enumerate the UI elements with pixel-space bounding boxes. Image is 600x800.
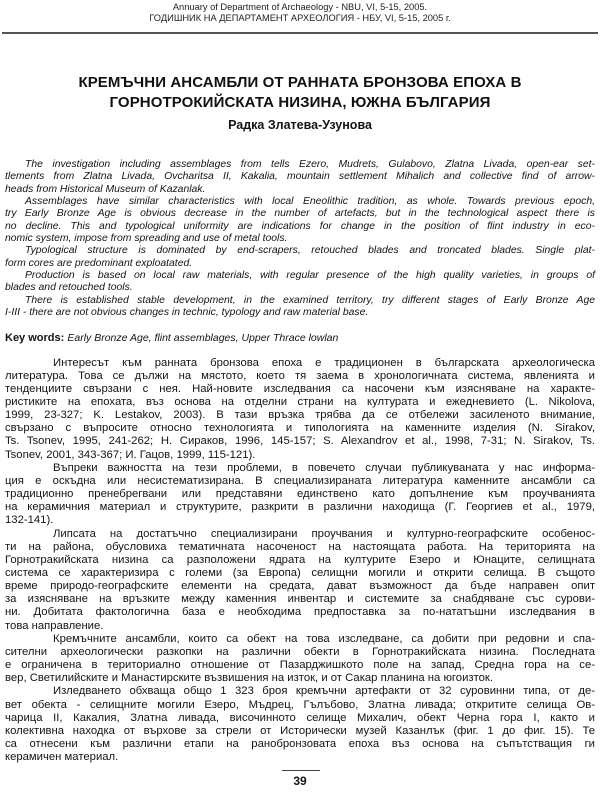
text-line: колективна находка от върхове за стрели от Исторически музей Казанлък (фиг. 1 до фиг. 15). Те — [5, 724, 595, 737]
paragraph — [5, 685, 595, 764]
body-text — [5, 357, 595, 765]
text-line: no decline. This and typological uniformity are indications for change in the position of flint industry in eco- — [5, 220, 595, 232]
text-line: време природо-географските елементи на средата, дават възможност да бъде направен опит — [5, 580, 595, 593]
text-line: тенденциите свързани с нея. Най-новите изследвания са насочени към изясняване на характе- — [5, 382, 595, 395]
text-line: свързано с въпросите относно технологията и типологията на каменните изделия (N. Sirakov, — [5, 422, 595, 435]
running-header-bg: ГОДИШНИК НА ДЕПАРТАМЕНТ АРХЕОЛОГИЯ - НБУ, VI, 5-15, 2005 г. — [149, 13, 451, 23]
title-line-2: ГОРНОТРОКИЙСКАТА НИЗИНА, ЮЖНА БЪЛГАРИЯ — [109, 94, 491, 111]
text-line: ни. Добитата фактологична база е необходима предпоставка за по-нататъшни изследвания в — [5, 606, 595, 619]
text-line: традиционно пренебрегвани или представяни единствено като допълнение към проучванията — [5, 488, 595, 501]
text-line: вет обекта - селищните могили Езеро, Мъдрец, Гълъбово, Златна ливада; откритите селища Ов- — [5, 698, 595, 711]
text-line: Tsonev, 2001, 343-367; И. Гацов, 1999, 115-121). — [5, 448, 256, 461]
text-line: Ts. Tsonev, 1995, 241-262; Н. Сираков, 1996, 145-157; S. Alexandrov et al., 1998, 7-31; N. Sirakov, Ts. — [5, 435, 595, 448]
paragraph — [5, 196, 595, 245]
text-line: вер, Светилийските и Манастирските възвишения на изток, и от Сакар планина на югоизток. — [5, 672, 493, 685]
paragraph — [5, 159, 595, 196]
paragraph — [5, 270, 595, 295]
text-line: Интересът към ранната бронзова епоха е традиционен в българската археологическа — [53, 356, 595, 369]
text-line: I-III - there are not obvious changes in technic, typology and raw material base. — [5, 306, 369, 318]
keywords-text: Early Bronze Age, flint assemblages, Upper Thrace lowlan — [67, 332, 339, 344]
paragraph — [5, 528, 595, 633]
text-line: сителни археологически разкопки на различни обекти в Горнотракийската низина. Последната — [5, 645, 595, 658]
paragraph — [5, 462, 595, 528]
text-line: са отнесени към различни етапи на ранобронзовата епоха въз основа на съпътстващия ги — [5, 738, 595, 751]
text-line: ристиките на епохата, въз основа на отделни страни на културата и ежедневието (L. Nikolova, — [5, 395, 595, 408]
text-line: Кремъчните ансамбли, които са обект на това изследване, са добити при редовни и спа- — [53, 632, 595, 645]
page-number: 39 — [293, 774, 307, 788]
article-title — [0, 73, 600, 113]
title-line-1: КРЕМЪЧНИ АНСАМБЛИ ОТ РАННАТА БРОНЗОВА ЕПОХА В — [78, 74, 522, 91]
text-line: There is established stable development, in the examined territory, try different stages of Early Bronze Age — [25, 294, 595, 306]
text-line: tlements from Zlatna Livada, Ovcharitsa II, Kakalia, mountain settlement Mihalich and collective find of arrow- — [5, 171, 595, 183]
paragraph — [5, 357, 595, 462]
text-line: Изледването обхваща общо 1 323 броя кремъчни артефакти от 32 суровинни типа, от де- — [53, 685, 595, 698]
running-header-en: Annuary of Department of Archaeology - NBU, VI, 5-15, 2005. — [172, 2, 428, 12]
text-line: heads from Historical Museum of Kazanlak. — [5, 183, 206, 195]
text-line: чарица II, Какалия, Златна ливада, височинното селище Михалич, обект Черна гора I, както и — [5, 711, 595, 724]
text-line: това направление. — [5, 619, 104, 632]
text-line: Production is based on local raw materials, with regular presence of the high quality varieties, in groups of — [25, 269, 595, 281]
header-divider — [2, 32, 598, 34]
paragraph — [5, 295, 595, 320]
text-line: на керамичния материал и структурите, разкрити в различни находища (Г. Георгиев et al., 1979, — [5, 501, 595, 514]
text-line: Assemblages have similar characteristics with local Eneolithic tradition, as whole. Towards previous epoch, — [25, 195, 595, 207]
text-line: за изясняване на връзките между каменния инвентар и системите за снабдяване със сурови- — [5, 593, 595, 606]
text-line: The investigation including assemblages from tells Ezero, Mudrets, Gulabovo, Zlatna Livada, open-ear set- — [25, 159, 595, 170]
paragraph — [5, 245, 595, 270]
text-line: е ограничена в териториално отношение от Пазарджишкото поле на запад, Средна гора на се- — [5, 659, 595, 672]
text-line: form cores are predominant exploatated. — [5, 257, 193, 269]
abstract — [5, 159, 595, 319]
text-line: nomic system, impose from spreading and use of metal tools. — [5, 232, 288, 244]
paragraph — [5, 633, 595, 686]
keywords — [5, 331, 595, 345]
text-line: 132-141). — [5, 514, 54, 527]
text-line: Липсата на достатъчно специализирани проучвания и културно-географските особенос- — [53, 527, 595, 540]
text-line: ти на района, обусловиха тематичната насоченост на настоящата работа. На територията на — [5, 540, 595, 553]
text-line: система се характеризира с големи (за Европа) селищни могили и открити селища. В същото — [5, 567, 595, 579]
author-name: Радка Златева-Узунова — [228, 118, 372, 132]
text-line: Въпреки важността на тези проблеми, в повечето случаи публикуваната у нас информа- — [53, 461, 595, 474]
keywords-label: Key words: — [5, 332, 65, 344]
text-line: try Early Bronze Age is obvious decrease in the number of artefacts, but in the technological aspect there is — [5, 208, 595, 220]
text-line: blades and retouched tools. — [5, 282, 133, 294]
text-line: Горнотракийската низина са разположени ядрата на културите Езеро и Юнаците, селищната — [5, 553, 595, 566]
text-line: Typological structure is dominated by end-scrapers, retouched blades and troncated blades. Single plat- — [25, 245, 595, 257]
text-line: керамичен материал. — [5, 751, 119, 764]
text-line: 1999, 23-327; K. Lestakov, 2003). В тази връзка трябва да се отбележи засиленото внимание, — [5, 409, 595, 422]
text-line: литература. Това се дължи на мястото, което тя заема в хронологичната система, явленията и — [5, 369, 595, 382]
page-number-rule — [282, 770, 320, 771]
text-line: ция е оскъдна или несистематизирана. В специализираната литература каменните ансамбли са — [5, 474, 595, 487]
